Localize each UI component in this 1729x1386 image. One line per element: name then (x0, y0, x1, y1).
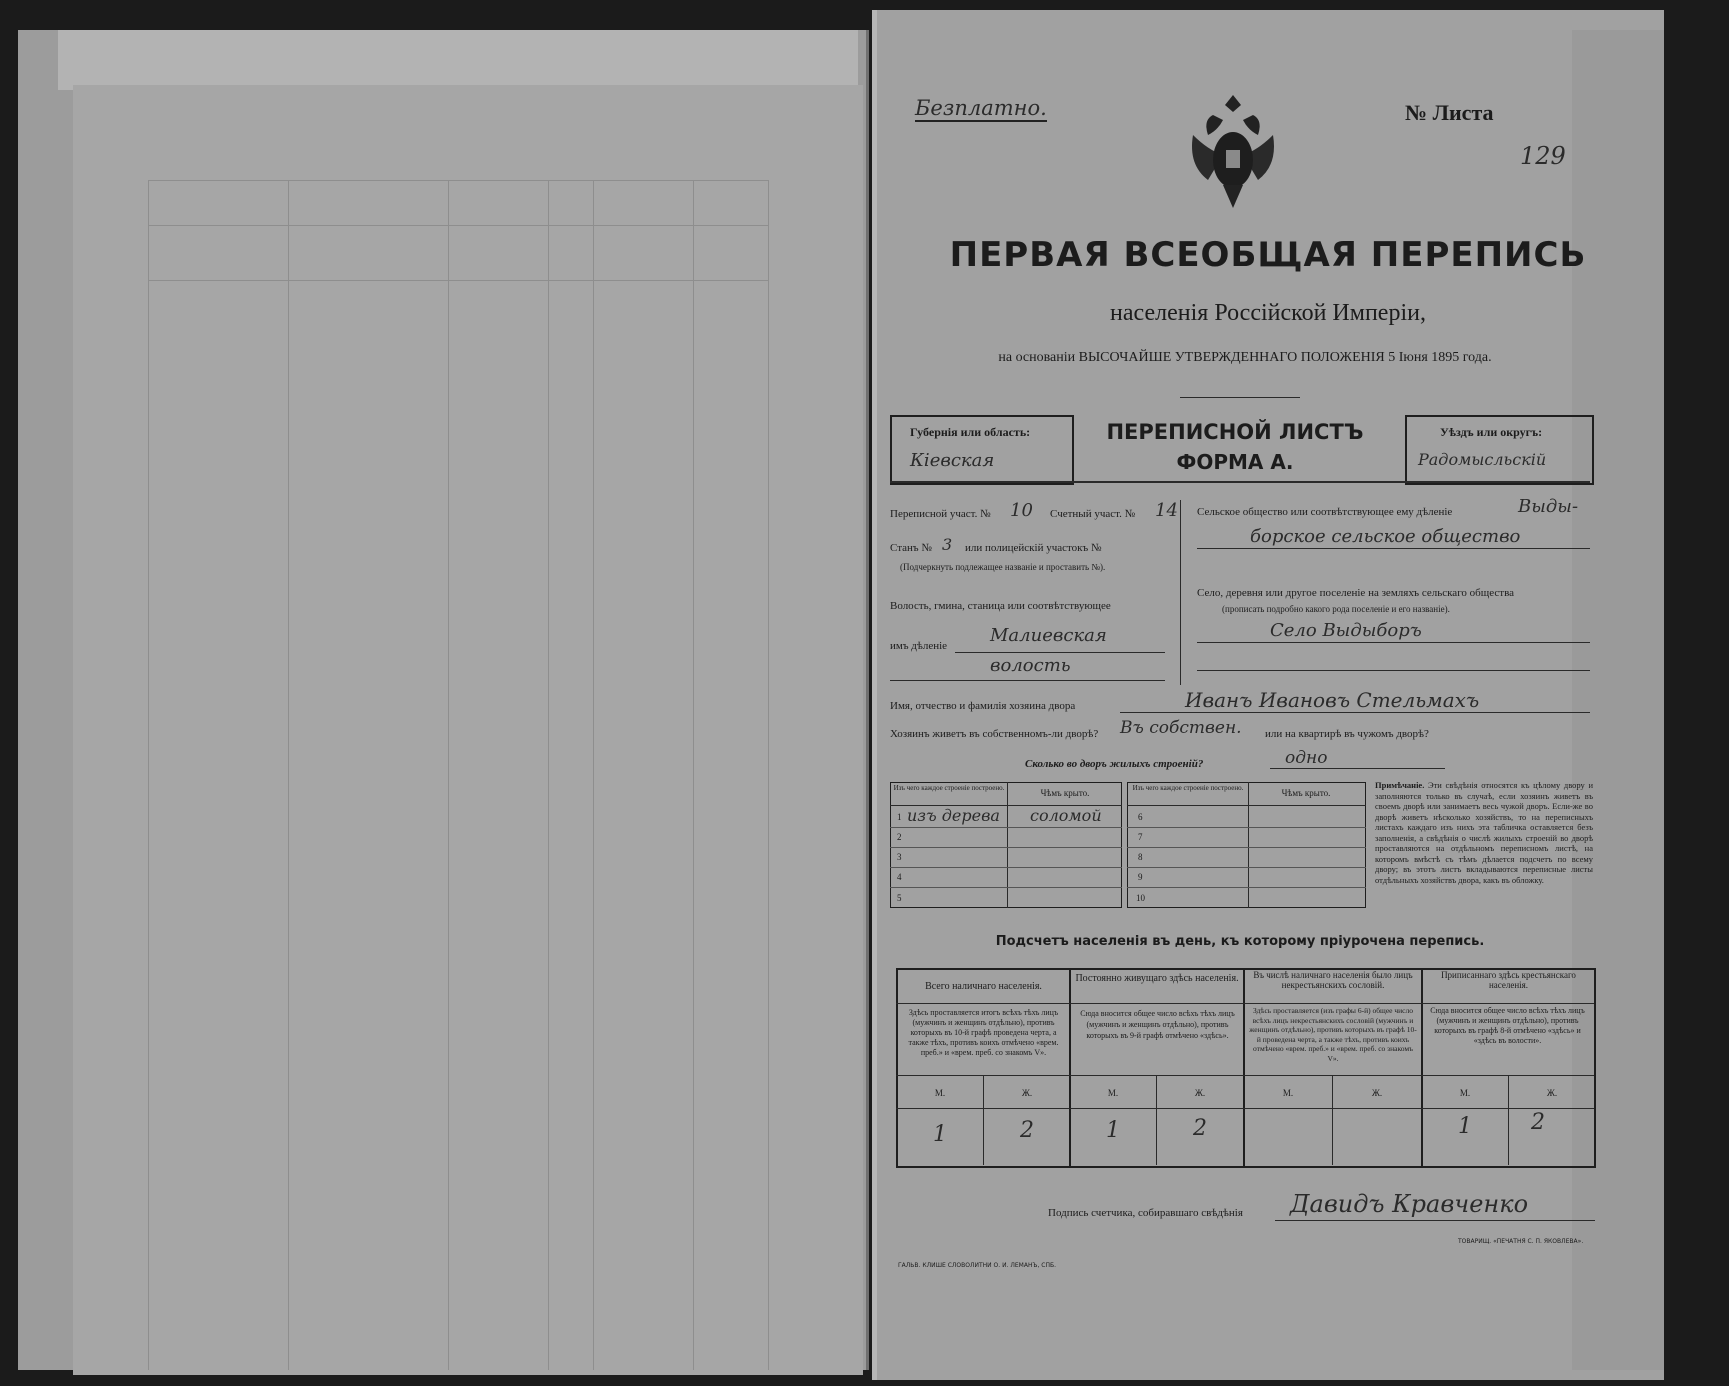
note-text: Эти свѣдѣнія относятся къ цѣлому двору и заполняются только въ случаѣ, если хозяинъ живетъ въ своемъ дворѣ или занимаетъ весь чужой дворъ. Если-же во дворѣ живетъ нѣсколько хозяйствъ, то на переписныхъ листахъ каждаго изъ нихъ эта табличка оставляется безъ заполненія, а свѣдѣнія о числѣ жилыхъ строеній во дворѣ проставляются на отдѣльномъ переписномъ листѣ, на которомъ вмѣстѣ съ тѣмъ дѣлается подсчетъ по всему двору; въ этотъ листъ вкладываются переписные листы отдѣльныхъ хозяйствъ двора, какъ въ обложку. (1375, 780, 1593, 885)
fill-line (890, 680, 1165, 681)
volost-value: Малиевская (990, 625, 1107, 646)
table-divider (1007, 782, 1008, 908)
row-number: 4 (897, 872, 902, 882)
sheet-number-label: № Листа (1405, 100, 1494, 125)
row-number: 8 (1138, 852, 1143, 862)
mf-divider (1156, 1075, 1157, 1165)
village-note: (прописать подробно какого рода поселеніе и его названіе). (1222, 604, 1450, 614)
male-label: М. (1282, 1088, 1294, 1098)
society-label: Сельское общество или соотвѣтствующее ему дѣленіе (1197, 506, 1453, 518)
fill-line (1197, 642, 1590, 643)
double-headed-eagle-emblem (1183, 90, 1283, 215)
district-label: Уѣздъ или округъ: (1440, 425, 1543, 439)
row-number: 6 (1138, 812, 1143, 822)
male-label: М. (1107, 1088, 1119, 1098)
row-number: 9 (1138, 872, 1143, 882)
fill-line (1270, 768, 1445, 769)
count-desc-rule (896, 1075, 1594, 1076)
village-label: Село, деревня или другое поселеніе на земляхъ сельскаго общества (1197, 587, 1515, 599)
page-title: ПЕРВАЯ ВСЕОБЩАЯ ПЕРЕПИСЬ (949, 235, 1587, 275)
building-material: изъ дерева (907, 806, 1000, 825)
signature-line (1275, 1220, 1595, 1221)
faint-column-line (148, 180, 149, 1370)
fill-line (955, 652, 1165, 653)
female-label: Ж. (1021, 1088, 1033, 1098)
count-col-desc: Сюда вносится общее число всѣхъ тѣхъ лицъ (мужчинъ и женщинъ отдѣльно), противъ которыхъ въ 9-й графѣ отмѣчено «здѣсь». (1080, 1009, 1235, 1040)
count-col-head: Всего наличнаго населенія. (925, 981, 1042, 992)
printer-imprint-right: ТОВАРИЩ. «ПЕЧАТНЯ С. П. ЯКОВЛЕВА». (1458, 1238, 1584, 1245)
faint-column-line (548, 180, 549, 1370)
owner-value: Иванъ Ивановъ Стельмахъ (1185, 688, 1480, 712)
male-label: М. (1459, 1088, 1471, 1098)
signature-label: Подпись счетчика, собиравшаго свѣдѣнія (1048, 1207, 1243, 1219)
page-stack-edge (58, 30, 858, 90)
count-col-desc: Здѣсь проставляется (изъ графы 6-й) общее число всѣхъ лицъ некрестьянскихъ сословій (мужчинъ и женщинъ отдѣльно), противъ которыхъ въ графѣ 10-й проведена черта, а также тѣхъ, противъ коихъ отмѣчено «врем. преб.» и «врем. преб. со знакомъ V». (1249, 1006, 1417, 1063)
table-head-rule (1127, 805, 1366, 806)
buildings-value: одно (1285, 748, 1328, 768)
stan-label: Станъ № (890, 542, 932, 554)
count-mf-rule (896, 1108, 1594, 1109)
buildings-label: Сколько во дворъ жилыхъ строеній? (1025, 758, 1204, 770)
buildings-table-left (890, 782, 1122, 908)
sheet-number-value: 129 (1520, 142, 1566, 170)
roof-header: Чѣмъ крыто. (1040, 788, 1090, 798)
row-number: 1 (897, 812, 902, 822)
male-label: М. (934, 1088, 946, 1098)
lives-label-2: или на квартирѣ въ чужомъ дворѣ? (1265, 728, 1429, 740)
form-title: ПЕРЕПИСНОЙ ЛИСТЪ (1106, 420, 1364, 444)
faint-rule (148, 180, 768, 181)
faint-column-line (768, 180, 769, 1370)
lives-label: Хозяинъ живетъ въ собственномъ-ли дворѣ? (890, 728, 1099, 740)
male-count: 1 (1106, 1118, 1120, 1143)
society-value: Выды- (1518, 496, 1579, 517)
row-number: 3 (897, 852, 902, 862)
faint-column-line (448, 180, 449, 1370)
form-code: ФОРМА А. (1176, 450, 1294, 474)
count-col-head: Постоянно живущаго здѣсь населенія. (1075, 973, 1239, 984)
faint-rule (148, 225, 768, 226)
province-label: Губернія или область: (910, 425, 1031, 439)
female-label: Ж. (1371, 1088, 1383, 1098)
roof-header: Чѣмъ крыто. (1281, 788, 1331, 798)
count-column-divider (1243, 968, 1245, 1166)
lives-value: Въ собствен. (1120, 718, 1242, 738)
count-col-head: Приписаннаго здѣсь крестьянскаго населенія. (1441, 970, 1576, 990)
count-district-value: 14 (1155, 500, 1178, 521)
page-edge (872, 10, 877, 1380)
free-label: Безплатно. (915, 96, 1047, 120)
mf-divider (1332, 1075, 1333, 1165)
material-header: Изъ чего каждое строеніе построено. (893, 784, 1005, 792)
left-page-body (73, 85, 863, 1375)
legal-basis: на основаніи ВЫСОЧАЙШЕ УТВЕРЖДЕННАГО ПОЛОЖЕНІЯ 5 Іюня 1895 года. (998, 350, 1492, 365)
volost-value-2: волость (990, 655, 1071, 676)
underline-note: (Подчеркнуть подлежащее названіе и проставить №). (900, 562, 1106, 572)
count-head-rule (896, 1003, 1594, 1004)
row-number: 10 (1136, 893, 1145, 903)
enumerator-signature: Давидъ Кравченко (1290, 1190, 1529, 1218)
province-value: Кіевская (910, 450, 995, 471)
table-row-rule (1127, 887, 1366, 888)
header-bottom-rule (890, 481, 1590, 483)
society-value-2: борское сельское общество (1250, 526, 1521, 547)
table-row-rule (890, 827, 1122, 828)
buildings-table-right (1127, 782, 1366, 908)
count-title: Подсчетъ населенія въ день, къ которому пріурочена перепись. (995, 934, 1485, 949)
volost-label: Волость, гмина, станица или соотвѣтствующее (890, 600, 1111, 612)
police-label: или полицейскій участокъ № (965, 542, 1102, 554)
note-title: Примѣчаніе. (1375, 780, 1425, 790)
female-count: 2 (1020, 1118, 1034, 1143)
fill-line (1120, 712, 1590, 713)
building-roof: соломой (1030, 806, 1102, 825)
table-row-rule (890, 847, 1122, 848)
count-col-desc: Здѣсь проставляется итогъ всѣхъ тѣхъ лицъ (мужчинъ и женщинъ отдѣльно), противъ которыхъ въ 10-й графѣ проведена черта, а также тѣхъ, противъ коихъ отмѣчено «врем. преб.» и «врем. преб. со знакомъ V». (908, 1008, 1059, 1057)
female-count: 2 (1193, 1116, 1207, 1141)
volost-label-2: имъ дѣленіе (890, 640, 948, 652)
material-header: Изъ чего каждое строеніе построено. (1132, 784, 1244, 792)
page-subtitle: населенія Россійской Имперіи, (1110, 300, 1426, 326)
census-district-value: 10 (1010, 500, 1033, 521)
count-district-label: Счетный участ. № (1050, 508, 1136, 520)
village-value: Село Выдыборъ (1270, 620, 1422, 641)
table-row-rule (1127, 867, 1366, 868)
table-row-rule (890, 887, 1122, 888)
male-count: 1 (1458, 1114, 1472, 1139)
census-district-label: Переписной участ. № (890, 508, 991, 520)
female-label: Ж. (1546, 1088, 1558, 1098)
table-row-rule (1127, 847, 1366, 848)
table-row-rule (1127, 827, 1366, 828)
ornament-rule (1180, 397, 1300, 398)
owner-label: Имя, отчество и фамилія хозяина двора (890, 700, 1076, 712)
female-label: Ж. (1194, 1088, 1206, 1098)
district-value: Радомысльскій (1418, 450, 1547, 469)
fill-line (1197, 548, 1590, 549)
page-stack-edge (1572, 30, 1664, 1370)
fill-line (1197, 670, 1590, 671)
faint-rule (148, 280, 768, 281)
faint-column-line (693, 180, 694, 1370)
left-page (18, 30, 869, 1370)
count-col-head: Въ числѣ наличнаго населенія было лицъ некрестьянскихъ сословій. (1253, 970, 1413, 990)
stan-value: 3 (942, 535, 953, 554)
male-count: 1 (933, 1122, 947, 1147)
table-row-rule (890, 867, 1122, 868)
count-col-desc: Сюда вносится общее число всѣхъ тѣхъ лицъ (мужчинъ и женщинъ отдѣльно), противъ которыхъ въ графѣ 8-й отмѣчено «здѣсь» и «здѣсь въ волости». (1430, 1006, 1585, 1045)
row-number: 5 (897, 893, 902, 903)
row-number: 2 (897, 832, 902, 842)
column-divider (1180, 500, 1181, 685)
faint-column-line (593, 180, 594, 1370)
faint-column-line (288, 180, 289, 1370)
mf-divider (983, 1075, 984, 1165)
printer-imprint-left: ГАЛЬВ. КЛИШЕ СЛОВОЛИТНИ О. И. ЛЕМАНЪ, СПБ. (898, 1262, 1057, 1269)
female-count: 2 (1531, 1110, 1545, 1135)
buildings-note (1375, 780, 1593, 885)
row-number: 7 (1138, 832, 1143, 842)
table-divider (1248, 782, 1249, 908)
